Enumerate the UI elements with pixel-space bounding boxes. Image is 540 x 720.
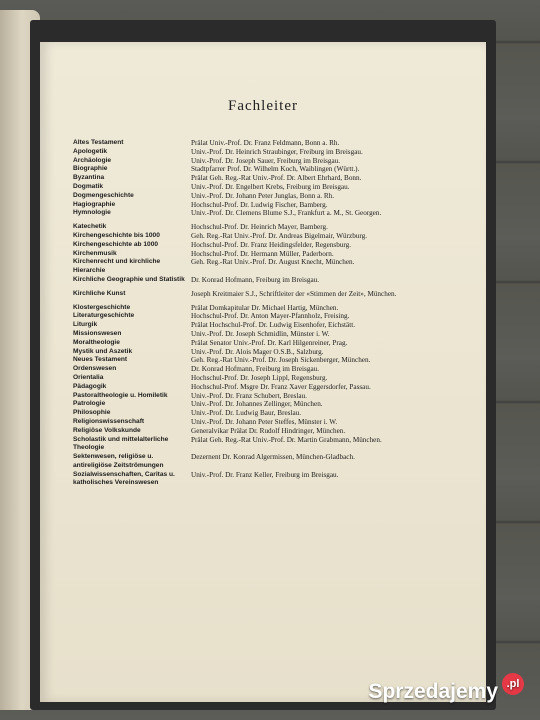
- list-item: [73, 223, 478, 232]
- list-item: [73, 290, 478, 299]
- subject-label: Apologetik: [73, 147, 108, 155]
- subject-label: Scholastik und mittelalterliche Theologie: [73, 435, 169, 452]
- list-item: [73, 409, 478, 418]
- subject-label: Orientalia: [73, 373, 104, 381]
- editor-name: Hochschul-Prof. Msgre Dr. Franz Xaver Eggersdorfer, Passau.: [191, 382, 371, 391]
- list-item: [73, 321, 478, 330]
- subject-label: Dogmatik: [73, 182, 104, 190]
- editor-name: Hochschul-Prof. Dr. Heinrich Mayer, Bamberg.: [191, 223, 328, 232]
- subject-label: Pädagogik: [73, 382, 107, 390]
- subject-label: Hagiographie: [73, 200, 116, 208]
- list-item: [73, 148, 478, 157]
- editor-name: Prälat Geh. Reg.-Rat Univ.-Prof. Dr. Albert Ehrhard, Bonn.: [191, 174, 362, 183]
- list-item: [73, 418, 478, 427]
- list-item: [73, 209, 478, 218]
- editor-name: Generalvikar Prälat Dr. Rudolf Hindringer, München.: [191, 426, 346, 435]
- editor-name: Univ.-Prof. Dr. Heinrich Straubinger, Freiburg im Breisgau.: [191, 147, 363, 156]
- editor-name: Hochschul-Prof. Dr. Joseph Lippl, Regensburg.: [191, 373, 328, 382]
- list-item: [73, 453, 478, 471]
- list-item: [73, 250, 478, 259]
- watermark-badge-icon: .pl: [502, 673, 524, 695]
- editor-name: Univ.-Prof. Dr. Alois Mager O.S.B., Salzburg.: [191, 347, 324, 356]
- list-item: [73, 330, 478, 339]
- editor-name: Univ.-Prof. Dr. Johannes Zellinger, München.: [191, 400, 323, 409]
- subject-label: Missionswesen: [73, 329, 122, 337]
- subject-label: Kirchengeschichte bis 1000: [73, 231, 160, 239]
- subject-label: Philosophie: [73, 409, 111, 417]
- subject-label: Religionswissenschaft: [73, 417, 145, 425]
- editor-name: Hochschul-Prof. Dr. Anton Mayer-Pfannholz, Freising.: [191, 312, 350, 321]
- subject-label: Kirchenrecht und kirchliche Hierarchie: [73, 258, 161, 275]
- subject-label: Dogmengeschichte: [73, 191, 134, 199]
- subject-label: Byzantina: [73, 174, 105, 182]
- list-item: [73, 183, 478, 192]
- editor-name: Prälat Hochschul-Prof. Dr. Ludwig Eisenhofer, Eichstätt.: [191, 321, 355, 330]
- editor-name: Univ.-Prof. Dr. Johann Peter Steffes, Münster i. W.: [191, 417, 338, 426]
- subject-label: Literaturgeschichte: [73, 312, 135, 320]
- list-item: [73, 258, 478, 276]
- editor-name: Univ.-Prof. Dr. Franz Keller, Freiburg im Breisgau.: [191, 470, 339, 479]
- subject-label: Liturgik: [73, 321, 98, 329]
- subject-label: Sozialwissenschaften, Caritas u. katholisches Vereinswesen: [73, 470, 175, 487]
- editor-name: Prälat Geh. Reg.-Rat Univ.-Prof. Dr. Martin Grabmann, München.: [191, 435, 382, 444]
- list-item: [73, 365, 478, 374]
- subject-label: Kirchenmusik: [73, 249, 117, 257]
- subject-label: Pastoraltheologie u. Homiletik: [73, 391, 168, 399]
- subject-label: Patrologie: [73, 400, 106, 408]
- list-item: [73, 436, 478, 454]
- book-page: [40, 42, 486, 702]
- editor-name: Univ.-Prof. Dr. Engelbert Krebs, Freiburg im Breisgau.: [191, 182, 350, 191]
- list-item: [73, 312, 478, 321]
- editor-name: Univ.-Prof. Dr. Franz Schubert, Breslau.: [191, 391, 307, 400]
- list-item: [73, 241, 478, 250]
- editor-name: Geh. Reg.-Rat Univ.-Prof. Dr. August Knecht, München.: [191, 258, 355, 267]
- list-item: [73, 304, 478, 313]
- subject-label: Neues Testament: [73, 356, 128, 364]
- editor-name: Hochschul-Prof. Dr. Ludwig Fischer, Bamberg.: [191, 200, 328, 209]
- list-item: [73, 400, 478, 409]
- list-item: [73, 201, 478, 210]
- editor-name: Geh. Reg.-Rat Univ.-Prof. Dr. Andreas Bigelmair, Würzburg.: [191, 231, 368, 240]
- subject-label: Altes Testament: [73, 139, 124, 146]
- list-item: [73, 374, 478, 383]
- list-item: [73, 165, 478, 174]
- subject-label: Moraltheologie: [73, 338, 120, 346]
- list-item: [73, 471, 478, 489]
- list-item: [73, 157, 478, 166]
- editors-list: [73, 139, 478, 488]
- editor-name: Hochschul-Prof. Dr. Franz Heidingsfelder, Regensburg.: [191, 240, 352, 249]
- list-item: [73, 232, 478, 241]
- list-item: [73, 339, 478, 348]
- editor-name: Univ.-Prof. Dr. Ludwig Baur, Breslau.: [191, 409, 302, 418]
- editor-name: Stadtpfarrer Prof. Dr. Wilhelm Koch, Waiblingen (Württ.).: [191, 165, 360, 174]
- editor-name: Geh. Reg.-Rat Univ.-Prof. Dr. Joseph Sickenberger, München.: [191, 356, 371, 365]
- editor-name: Univ.-Prof. Dr. Joseph Schmidlin, Münster i. W.: [191, 329, 330, 338]
- editor-name: Dr. Konrad Hofmann, Freiburg im Breisgau.: [191, 275, 320, 284]
- subject-label: Klostergeschichte: [73, 303, 131, 311]
- watermark: [368, 680, 524, 704]
- list-item: [73, 174, 478, 183]
- subject-label: Katechetik: [73, 223, 107, 231]
- editor-name: Hochschul-Prof. Dr. Hermann Müller, Paderborn.: [191, 249, 334, 258]
- list-item: [73, 348, 478, 357]
- subject-label: Archäologie: [73, 156, 112, 164]
- list-item: [73, 139, 478, 148]
- editor-name: Univ.-Prof. Dr. Clemens Blume S.J., Frankfurt a. M., St. Georgen.: [191, 209, 382, 218]
- subject-label: Religiöse Volkskunde: [73, 426, 141, 434]
- subject-label: Biographie: [73, 165, 108, 173]
- list-item: [73, 383, 478, 392]
- subject-label: Mystik und Aszetik: [73, 347, 133, 355]
- list-item: [73, 392, 478, 401]
- editor-name: Joseph Kreitmaier S.J., Schriftleiter der «Stimmen der Zeit», München.: [191, 289, 397, 298]
- page-title: Fachleiter: [228, 98, 298, 114]
- list-item: [73, 276, 478, 285]
- subject-label: Hymnologie: [73, 209, 111, 217]
- editor-name: Dezernent Dr. Konrad Algermissen, München-Gladbach.: [191, 453, 355, 462]
- editor-name: Dr. Konrad Hofmann, Freiburg im Breisgau.: [191, 365, 320, 374]
- subject-label: Kirchliche Geographie und Statistik: [73, 275, 185, 283]
- editor-name: Univ.-Prof. Dr. Joseph Sauer, Freiburg im Breisgau.: [191, 156, 341, 165]
- watermark-text: Sprzedajemy: [368, 680, 498, 703]
- editor-name: Prälat Univ.-Prof. Dr. Franz Feldmann, Bonn a. Rh.: [191, 139, 340, 147]
- editor-name: Prälat Senator Univ.-Prof. Dr. Karl Hilgenreiner, Prag.: [191, 338, 348, 347]
- list-item: [73, 192, 478, 201]
- editor-name: Univ.-Prof. Dr. Johann Peter Junglas, Bonn a. Rh.: [191, 191, 335, 200]
- subject-label: Kirchengeschichte ab 1000: [73, 240, 159, 248]
- editor-name: Prälat Domkapitular Dr. Michael Hartig, München.: [191, 303, 339, 312]
- list-item: [73, 356, 478, 365]
- subject-label: Kirchliche Kunst: [73, 289, 126, 297]
- subject-label: Ordenswesen: [73, 365, 117, 373]
- list-item: [73, 427, 478, 436]
- subject-label: Sektenwesen, religiöse u. antireligiöse Zeitströmungen: [73, 453, 164, 469]
